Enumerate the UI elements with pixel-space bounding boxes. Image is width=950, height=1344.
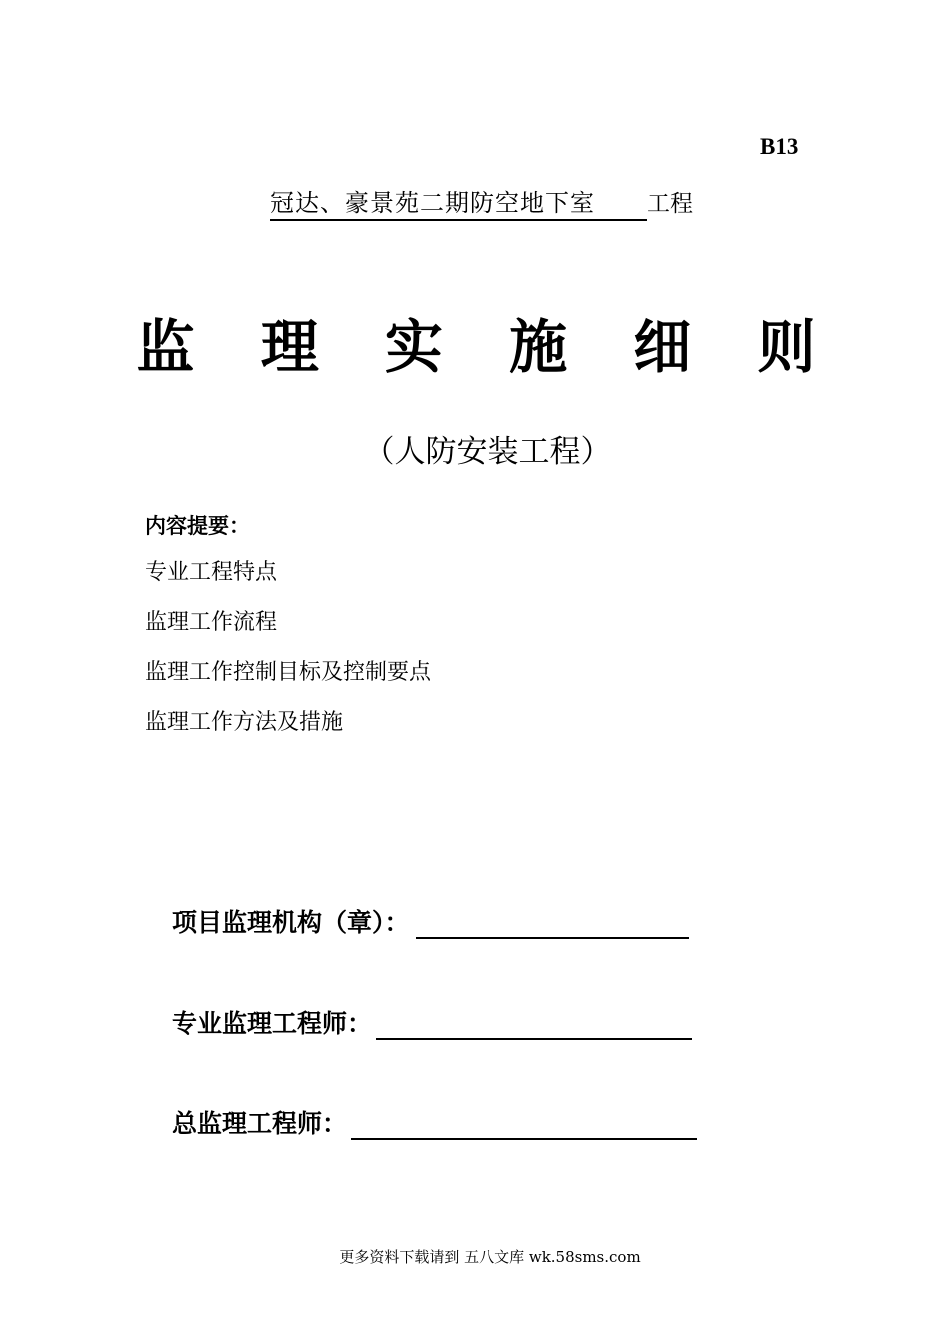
document-subtitle: （人防安装工程） xyxy=(363,434,612,470)
project-line xyxy=(270,183,693,221)
page-footer: 更多资料下载请到 五八文库 wk.58sms.com xyxy=(339,1248,641,1266)
project-suffix: 工程 xyxy=(647,191,693,217)
document-code: B13 xyxy=(760,134,799,159)
summary-item: 监理工作流程 xyxy=(145,610,278,635)
summary-item: 专业工程特点 xyxy=(145,560,278,585)
engineer-signature-line xyxy=(376,1012,692,1040)
summary-heading: 内容提要： xyxy=(145,514,250,538)
project-name: 冠达、豪景苑二期防空地下室 xyxy=(270,189,595,217)
summary-list xyxy=(145,557,431,757)
engineer-label: 专业监理工程师： xyxy=(172,1009,373,1038)
chief-signature-line xyxy=(351,1112,697,1140)
org-label: 项目监理机构（章）： xyxy=(172,908,410,937)
project-name-field xyxy=(270,183,647,221)
org-signature-line xyxy=(416,911,689,939)
signature-row-org xyxy=(172,903,689,939)
signature-row-chief xyxy=(172,1104,697,1140)
document-title: 监 理 实 施 细 则 xyxy=(136,313,839,381)
signature-row-engineer xyxy=(172,1004,692,1040)
summary-item: 监理工作方法及措施 xyxy=(145,710,344,735)
summary-item: 监理工作控制目标及控制要点 xyxy=(145,660,432,685)
chief-label: 总监理工程师： xyxy=(172,1109,348,1138)
